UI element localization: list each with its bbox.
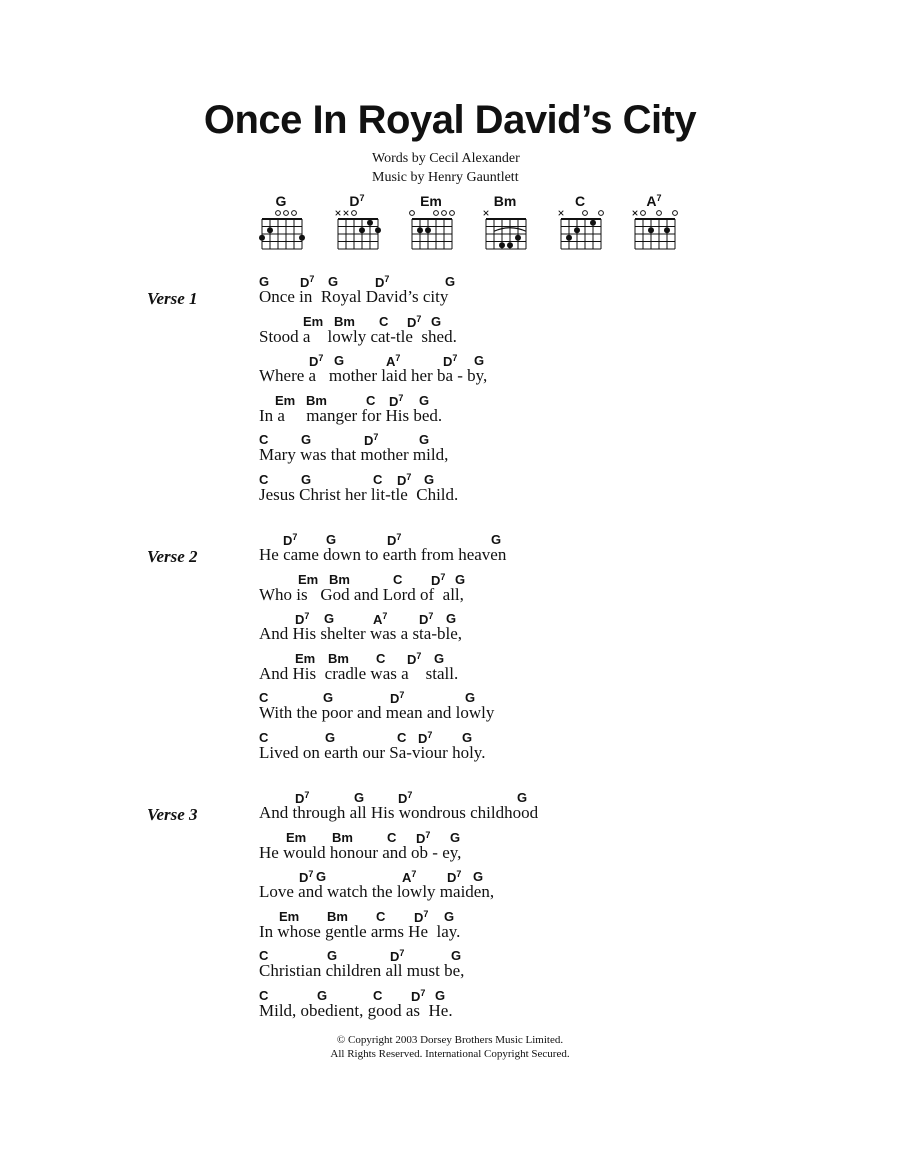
chord-diagram-bm bbox=[482, 193, 532, 253]
chord-symbol: G bbox=[259, 274, 270, 289]
chord-symbol: G bbox=[462, 729, 473, 745]
chord-symbol: G bbox=[444, 908, 455, 924]
open-string-marker bbox=[352, 211, 357, 216]
chord-symbol: $D^7$ bbox=[411, 987, 426, 1004]
finger-dot bbox=[664, 227, 670, 233]
chord-diagram-name: Bm bbox=[493, 193, 517, 209]
chord-symbol: C bbox=[373, 471, 383, 487]
chord-symbol: C bbox=[259, 432, 269, 447]
lyric-line: And His shelter was a sta-ble, bbox=[259, 624, 463, 643]
lyric-line: Where a mother laid her ba - by, bbox=[259, 366, 488, 385]
chord-symbol: $D^7$ bbox=[419, 611, 434, 627]
chord-symbol: C bbox=[387, 829, 397, 845]
chord-symbol: G bbox=[473, 869, 484, 884]
chord-symbol: C bbox=[259, 987, 269, 1003]
chord-symbol: G bbox=[424, 471, 435, 487]
chord-symbol: $D^7$ bbox=[414, 908, 429, 925]
chord-symbol: C bbox=[259, 948, 269, 963]
chord-symbol: Bm bbox=[328, 650, 349, 666]
open-string-marker bbox=[284, 211, 289, 216]
open-string-marker bbox=[641, 211, 646, 216]
chord-symbol: Bm bbox=[327, 908, 348, 924]
chord-diagram-a7 bbox=[631, 193, 681, 253]
open-string-marker bbox=[450, 211, 455, 216]
fretboard-grid bbox=[631, 209, 679, 255]
chord-symbol: C bbox=[259, 729, 269, 745]
chord-diagram-name: $D^7$ bbox=[349, 193, 365, 209]
chord-diagram-c bbox=[557, 193, 607, 253]
lyric-line: Love and watch the lowly maiden, bbox=[259, 882, 495, 901]
chord-symbol: C bbox=[397, 729, 407, 745]
chord-symbol: $D^7$ bbox=[299, 869, 314, 885]
finger-dot bbox=[574, 227, 580, 233]
finger-dot bbox=[499, 242, 505, 248]
lyric-line: With the poor and mean and lowly bbox=[259, 703, 495, 722]
chord-symbol: $D^7$ bbox=[387, 532, 402, 548]
open-string-marker bbox=[599, 211, 604, 216]
open-string-marker bbox=[673, 211, 678, 216]
chord-symbol: $A^7$ bbox=[402, 869, 417, 885]
chord-symbol: G bbox=[324, 611, 335, 626]
lyric-line: Lived on earth our Sa-viour holy. bbox=[259, 742, 486, 762]
chord-symbol: $D^7$ bbox=[397, 471, 412, 488]
chord-symbol: G bbox=[451, 948, 462, 963]
fretboard-grid bbox=[408, 209, 456, 255]
open-string-marker bbox=[434, 211, 439, 216]
chord-symbol: G bbox=[434, 650, 445, 666]
finger-dot bbox=[515, 235, 521, 241]
copyright-line-1: © Copyright 2003 Dorsey Brothers Music Limited. bbox=[336, 1034, 564, 1046]
finger-dot bbox=[648, 227, 654, 233]
chord-symbol: $D^7$ bbox=[295, 790, 310, 806]
lyric-line: In whose gentle arms He lay. bbox=[259, 921, 461, 941]
lyric-line: Mary was that mother mild, bbox=[259, 445, 449, 464]
finger-dot bbox=[375, 227, 381, 233]
lyric-line: Jesus Christ her lit-tle Child. bbox=[259, 484, 459, 504]
chord-symbol: G bbox=[455, 571, 466, 587]
chord-symbol: G bbox=[327, 948, 338, 963]
chord-symbol: G bbox=[435, 987, 446, 1003]
chord-symbol: G bbox=[317, 987, 328, 1003]
chord-symbol: $D^7$ bbox=[309, 353, 324, 369]
lyric-line: And through all His wondrous childhood bbox=[259, 803, 539, 822]
chord-symbol: G bbox=[328, 274, 339, 289]
chord-symbol: C bbox=[373, 987, 383, 1003]
lyric-line: In a manger for His bed. bbox=[259, 405, 443, 425]
chord-symbol: C bbox=[366, 392, 376, 408]
chord-symbol: Em bbox=[275, 392, 296, 408]
chord-symbol: $D^7$ bbox=[390, 690, 405, 706]
finger-dot bbox=[507, 242, 513, 248]
chord-diagram-name: Em bbox=[420, 193, 442, 209]
copyright-line-2: All Rights Reserved. International Copyright Secured. bbox=[330, 1048, 570, 1060]
chord-symbol: Bm bbox=[329, 571, 350, 587]
chord-symbol: C bbox=[259, 471, 269, 487]
finger-dot bbox=[299, 235, 305, 241]
chord-symbol: $D^7$ bbox=[390, 948, 405, 964]
lyric-line: Stood a lowly cat-tle shed. bbox=[259, 326, 457, 346]
open-string-marker bbox=[276, 211, 281, 216]
verse-label: Verse 1 bbox=[147, 289, 198, 308]
verse-label: Verse 2 bbox=[147, 547, 198, 566]
finger-dot bbox=[267, 227, 273, 233]
chord-symbol: G bbox=[450, 829, 461, 845]
chord-symbol: C bbox=[259, 690, 269, 705]
words-credit: Words by Cecil Alexander bbox=[372, 151, 520, 166]
chord-symbol: Bm bbox=[332, 829, 353, 845]
chord-symbol: $D^7$ bbox=[431, 571, 446, 588]
chord-symbol: G bbox=[445, 274, 456, 289]
chord-symbol: G bbox=[354, 790, 365, 805]
chord-symbol: $D^7$ bbox=[407, 650, 422, 667]
chord-symbol: G bbox=[326, 532, 337, 547]
chord-symbol: G bbox=[431, 313, 442, 329]
chord-symbol: G bbox=[325, 729, 336, 745]
chord-symbol: Em bbox=[298, 571, 319, 587]
chord-symbol: G bbox=[301, 471, 312, 487]
chord-symbol: Em bbox=[295, 650, 316, 666]
chord-symbol: Bm bbox=[334, 313, 355, 329]
chord-diagram-name: G bbox=[275, 193, 287, 209]
chord-symbol: Em bbox=[286, 829, 307, 845]
lyric-line: Christian children all must be, bbox=[259, 961, 465, 980]
chord-symbol: G bbox=[419, 432, 430, 447]
lyric-line: Who is God and Lord of all, bbox=[259, 584, 464, 604]
chord-symbol: C bbox=[393, 571, 403, 587]
finger-dot bbox=[590, 220, 596, 226]
chord-diagram-em bbox=[408, 193, 458, 253]
chord-symbol: G bbox=[474, 353, 485, 368]
chord-symbol: $D^7$ bbox=[283, 532, 298, 548]
chord-symbol: $D^7$ bbox=[447, 869, 462, 885]
music-credit: Music by Henry Gauntlett bbox=[372, 170, 519, 185]
open-string-marker bbox=[583, 211, 588, 216]
fretboard-grid bbox=[258, 209, 306, 255]
fretboard-grid bbox=[482, 209, 530, 255]
chord-symbol: $D^7$ bbox=[389, 392, 404, 409]
lyric-line: He would honour and ob - ey, bbox=[259, 842, 462, 862]
chord-symbol: $D^7$ bbox=[375, 274, 390, 290]
chord-symbol: C bbox=[379, 313, 389, 329]
chord-symbol: $D^7$ bbox=[418, 729, 433, 746]
chord-symbol: G bbox=[517, 790, 528, 805]
chord-diagram-name: $A^7$ bbox=[646, 193, 662, 209]
finger-dot bbox=[359, 227, 365, 233]
chord-symbol: $D^7$ bbox=[398, 790, 413, 806]
open-string-marker bbox=[292, 211, 297, 216]
open-string-marker bbox=[410, 211, 415, 216]
finger-dot bbox=[367, 220, 373, 226]
finger-dot bbox=[259, 235, 265, 241]
chord-symbol: $D^7$ bbox=[407, 313, 422, 330]
finger-dot bbox=[566, 235, 572, 241]
chord-symbol: G bbox=[446, 611, 457, 626]
chord-diagram-d7 bbox=[334, 193, 384, 253]
lyric-line: And His cradle was a stall. bbox=[259, 663, 459, 683]
fretboard-grid bbox=[557, 209, 605, 255]
chord-symbol: G bbox=[316, 869, 327, 884]
chord-symbol: G bbox=[301, 432, 312, 447]
verse-label: Verse 3 bbox=[147, 805, 198, 824]
chord-symbol: Bm bbox=[306, 392, 327, 408]
chord-symbol: G bbox=[419, 392, 430, 408]
chord-symbol: G bbox=[334, 353, 345, 368]
chord-symbol: $A^7$ bbox=[386, 353, 401, 369]
chord-diagram-name: C bbox=[574, 193, 586, 209]
lyric-line: Once in Royal David’s city bbox=[259, 287, 449, 306]
chord-symbol: Em bbox=[279, 908, 300, 924]
chord-symbol: C bbox=[376, 908, 386, 924]
lyric-line: Mild, obedient, good as He. bbox=[259, 1000, 453, 1020]
chord-symbol: G bbox=[491, 532, 502, 547]
chord-diagram-g bbox=[258, 193, 308, 253]
finger-dot bbox=[425, 227, 431, 233]
chord-symbol: $D^7$ bbox=[295, 611, 310, 627]
open-string-marker bbox=[442, 211, 447, 216]
chord-symbol: $D^7$ bbox=[300, 274, 315, 290]
fretboard-grid bbox=[334, 209, 382, 255]
finger-dot bbox=[417, 227, 423, 233]
chord-symbol: G bbox=[323, 690, 334, 705]
chord-symbol: C bbox=[376, 650, 386, 666]
lyric-line: He came down to earth from heaven bbox=[259, 545, 507, 564]
chord-symbol: $D^7$ bbox=[443, 353, 458, 369]
open-string-marker bbox=[657, 211, 662, 216]
chord-symbol: $D^7$ bbox=[416, 829, 431, 846]
chord-symbol: Em bbox=[303, 313, 324, 329]
chord-symbol: G bbox=[465, 690, 476, 705]
chord-symbol: $A^7$ bbox=[373, 611, 388, 627]
song-title: Once In Royal David’s City bbox=[203, 98, 697, 142]
chord-symbol: $D^7$ bbox=[364, 432, 379, 448]
